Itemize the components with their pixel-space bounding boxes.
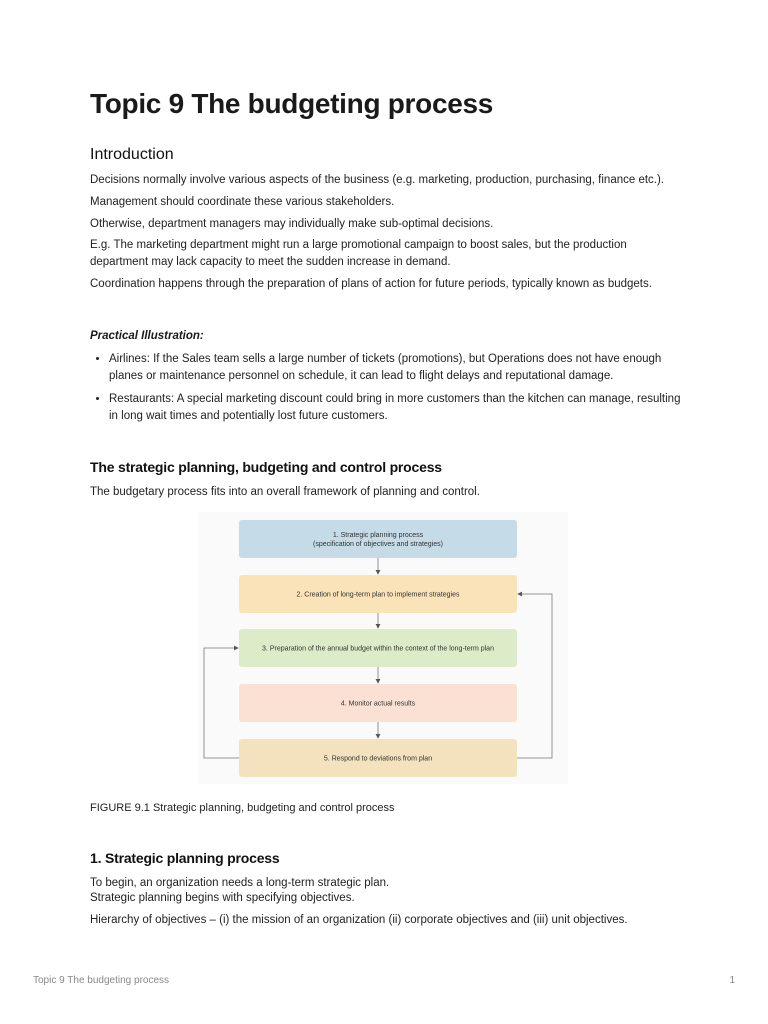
intro-paragraph-5: Coordination happens through the preparation of plans of action for future periods, typically known as budgets. [90,278,652,290]
feedback-arrow-left [204,648,239,758]
feedback-arrow-right [517,594,552,758]
strategic-process-heading: The strategic planning, budgeting and control process [90,459,442,475]
flow-step-label: (specification of objectives and strategies) [313,541,443,548]
practical-illustration-label: Practical Illustration: [90,330,204,342]
flow-step-5 [239,739,517,777]
process-flowchart [198,512,568,784]
figure-caption: FIGURE 9.1 Strategic planning, budgeting and control process [90,802,395,814]
flow-step-label: 1. Strategic planning process [332,532,424,539]
flow-step-3 [239,629,517,667]
flow-step-label: 2. Creation of long-term plan to implement strategies [296,591,460,599]
flow-step-label: 4. Monitor actual results [340,700,416,708]
list-item: • Restaurants: A special marketing discount could bring in more customers than the kitchen can manage, resulting in long wait times and potentially lost future customers. [109,391,689,424]
flow-step-label: 3. Preparation of the annual budget within the context of the long-term plan [262,645,494,653]
hierarchy-paragraph: Hierarchy of objectives – (i) the mission of an organization (ii) corporate objectives and (iii) unit objectives. [90,914,628,926]
footer-title: Topic 9 The budgeting process [33,975,170,986]
page-title: Topic 9 The budgeting process [90,88,494,119]
flow-step-4 [239,684,517,722]
page-number: 1 [729,975,735,986]
flow-step-2 [239,575,517,613]
flow-step-label: 5. Respond to deviations from plan [323,755,433,763]
process-flowchart-svg [198,512,568,784]
intro-paragraph-2: Management should coordinate these various stakeholders. [90,196,395,208]
strategic-planning-line-1: To begin, an organization needs a long-term strategic plan. [90,877,390,889]
intro-paragraph-4: E.g. The marketing department might run a large promotional campaign to boost sales, but the production department may lack capacity to meet the sudden increase in demand. [90,239,627,268]
flow-step-1 [239,520,517,558]
intro-paragraph-1: Decisions normally involve various aspects of the business (e.g. marketing, production, purchasing, finance etc.). [90,174,665,186]
list-item: • Airlines: If the Sales team sells a large number of tickets (promotions), but Operations does not have enough planes or maintenance personnel on schedule, it can lead to flight delays and reputational damage. [109,351,689,384]
practical-illustration-list [90,351,689,431]
strategic-process-paragraph: The budgetary process fits into an overall framework of planning and control. [90,486,480,498]
intro-paragraph-3: Otherwise, department managers may individually make sub-optimal decisions. [90,218,494,230]
strategic-planning-line-2: Strategic planning begins with specifying objectives. [90,892,355,904]
strategic-planning-heading: 1. Strategic planning process [90,850,280,866]
introduction-heading: Introduction [90,146,174,163]
